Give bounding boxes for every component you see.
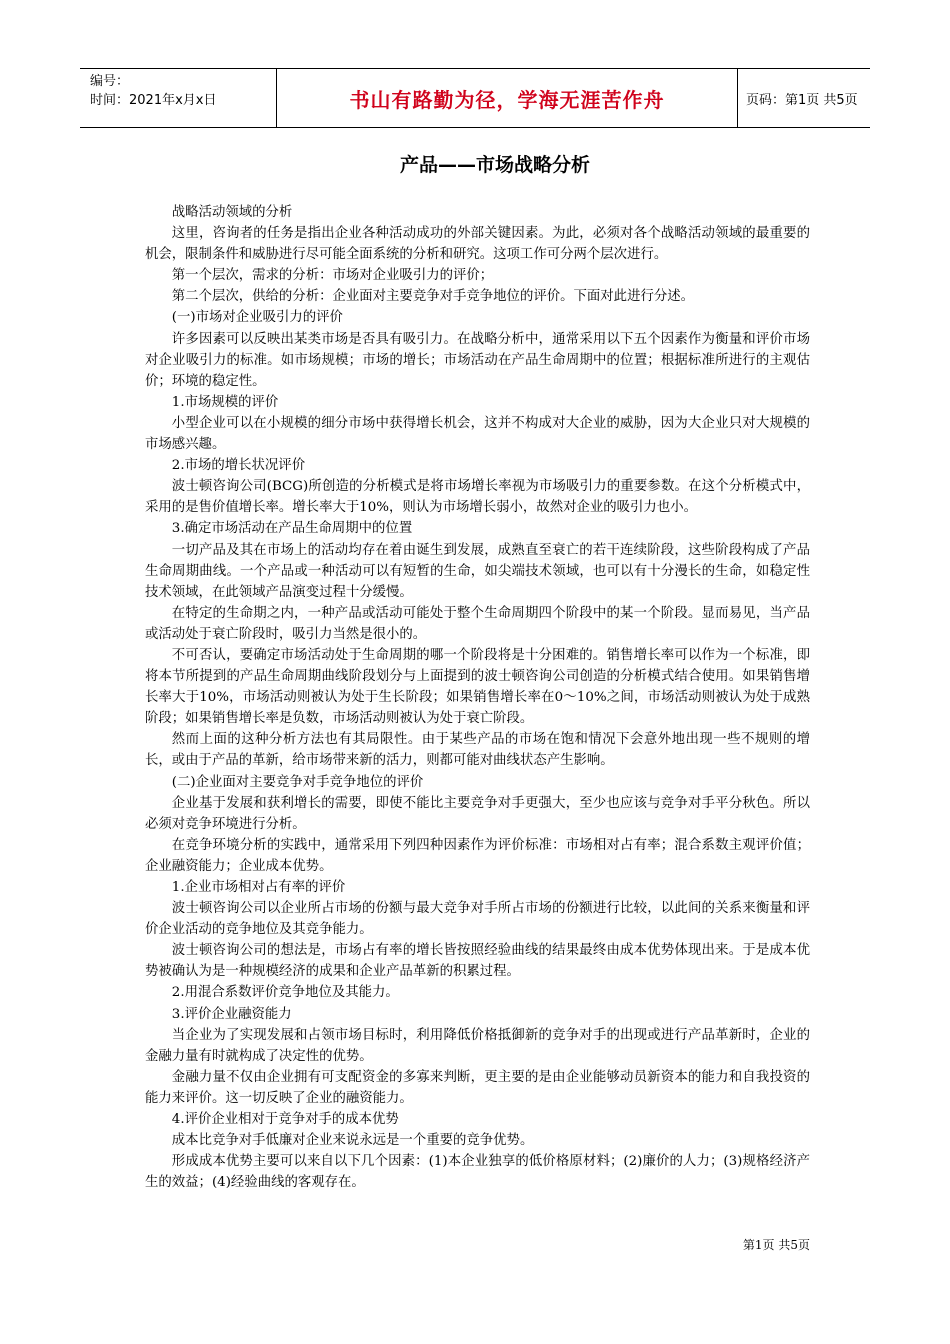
paragraph: 不可否认，要确定市场活动处于生命周期的哪一个阶段将是十分困难的。销售增长率可以作为一个标准，即将本节所提到的产品生命周期曲线阶段划分与上面提到的波士顿咨询公司创造的分析模式结合使用。如果销售增长率大于10%，市场活动则被认为处于生长阶段；如果销售增长率在0～10%之间，市场活动则被认为处于成熟阶段；如果销售增长率是负数，市场活动则被认为处于衰亡阶段。 — [145, 647, 810, 727]
paragraph: 2.用混合系数评价竞争地位及其能力。 — [171, 985, 399, 1001]
paragraph: 这里，咨询者的任务是指出企业各种活动成功的外部关键因素。为此，必须对各个战略活动领域的最重要的机会，限制条件和威胁进行尽可能全面系统的分析和研究。这项工作可分两个层次进行。 — [145, 226, 810, 263]
document-number-label: 编号： — [90, 74, 130, 89]
paragraph: 第一个层次，需求的分析：市场对企业吸引力的评价； — [171, 268, 494, 284]
paragraph: (一)市场对企业吸引力的评价 — [171, 310, 343, 326]
paragraph: 波士顿咨询公司的想法是，市场占有率的增长皆按照经验曲线的结果最终由成本优势体现出来。于是成本优势被确认为是一种规模经济的成果和企业产品革新的积累过程。 — [145, 943, 810, 980]
document-body — [145, 202, 810, 1193]
header-motto: 书山有路勤为径，学海无涯苦作舟 — [276, 69, 738, 127]
paragraph: 形成成本优势主要可以来自以下几个因素：(1)本企业独享的低价格原材料；(2)廉价的人力；(3)规格经济产生的效益；(4)经验曲线的客观存在。 — [145, 1154, 810, 1191]
paragraph: 4.评价企业相对于竞争对手的成本优势 — [171, 1112, 399, 1128]
paragraph: 成本比竞争对手低廉对企业来说永远是一个重要的竞争优势。 — [171, 1133, 534, 1149]
paragraph: 2.市场的增长状况评价 — [171, 458, 306, 474]
header-meta — [80, 69, 276, 127]
paragraph: 许多因素可以反映出某类市场是否具有吸引力。在战略分析中，通常采用以下五个因素作为衡量和评价市场对企业吸引力的标准。如市场规模；市场的增长；市场活动在产品生命周期中的位置；根据标准所进行的主观估价；环境的稳定性。 — [145, 331, 810, 389]
paragraph: 1.市场规模的评价 — [171, 394, 279, 410]
paragraph: 企业基于发展和获利增长的需要，即使不能比主要竞争对手更强大，至少也应该与竞争对手平分秋色。所以必须对竞争环境进行分析。 — [145, 795, 810, 832]
paragraph: 3.确定市场活动在产品生命周期中的位置 — [171, 521, 413, 537]
paragraph: 波士顿咨询公司(BCG)所创造的分析模式是将市场增长率视为市场吸引力的重要参数。在这个分析模式中，采用的是售价值增长率。增长率大于10%，则认为市场增长弱小，故然对企业的吸引力也小。 — [145, 479, 810, 516]
paragraph: (二)企业面对主要竞争对手竞争地位的评价 — [171, 774, 424, 790]
paragraph: 在竞争环境分析的实践中，通常采用下列四种因素作为评价标准：市场相对占有率；混合系数主观评价值；企业融资能力；企业成本优势。 — [145, 837, 810, 874]
document-title: 产品——市场战略分析 — [399, 154, 590, 176]
paragraph: 战略活动领域的分析 — [171, 205, 293, 220]
paragraph: 第二个层次，供给的分析：企业面对主要竞争对手竞争地位的评价。下面对此进行分述。 — [171, 289, 695, 305]
paragraph: 一切产品及其在市场上的活动均存在着由诞生到发展，成熟直至衰亡的若干连续阶段，这些阶段构成了产品生命周期曲线。一个产品或一种活动可以有短暂的生命，如尖端技术领域，也可以有十分漫长的生命，如稳定性技术领域，在此领域产品演变过程十分缓慢。 — [145, 542, 810, 600]
paragraph: 3.评价企业融资能力 — [171, 1006, 292, 1022]
paragraph: 金融力量不仅由企业拥有可支配资金的多寡来判断，更主要的是由企业能够动员新资本的能力和自我投资的能力来评价。这一切反映了企业的融资能力。 — [145, 1069, 810, 1106]
paragraph: 在特定的生命期之内，一种产品或活动可能处于整个生命周期四个阶段中的某一个阶段。显而易见，当产品或活动处于衰亡阶段时，吸引力当然是很小的。 — [145, 605, 810, 642]
paragraph: 当企业为了实现发展和占领市场目标时，利用降低价格抵御新的竞争对手的出现或进行产品革新时，企业的金融力量有时就构成了决定性的优势。 — [145, 1027, 810, 1064]
document-time-label: 时间：2021年x月x日 — [90, 93, 217, 108]
header-table — [80, 68, 870, 128]
paragraph: 然而上面的这种分析方法也有其局限性。由于某些产品的市场在饱和情况下会意外地出现一些不规则的增长，或由于产品的革新，给市场带来新的活力，则都可能对曲线状态产生影响。 — [145, 732, 810, 769]
header-page-label: 页码：第1页 共5页 — [746, 92, 858, 108]
paragraph: 小型企业可以在小规模的细分市场中获得增长机会，这并不构成对大企业的威胁，因为大企业只对大规模的市场感兴趣。 — [145, 415, 810, 453]
paragraph: 波士顿咨询公司以企业所占市场的份额与最大竞争对手所占市场的份额进行比较，以此间的关系来衡量和评价企业活动的竞争地位及其竞争能力。 — [145, 901, 810, 938]
paragraph: 1.企业市场相对占有率的评价 — [171, 880, 346, 895]
footer-page-number: 第1页 共5页 — [742, 1238, 810, 1252]
